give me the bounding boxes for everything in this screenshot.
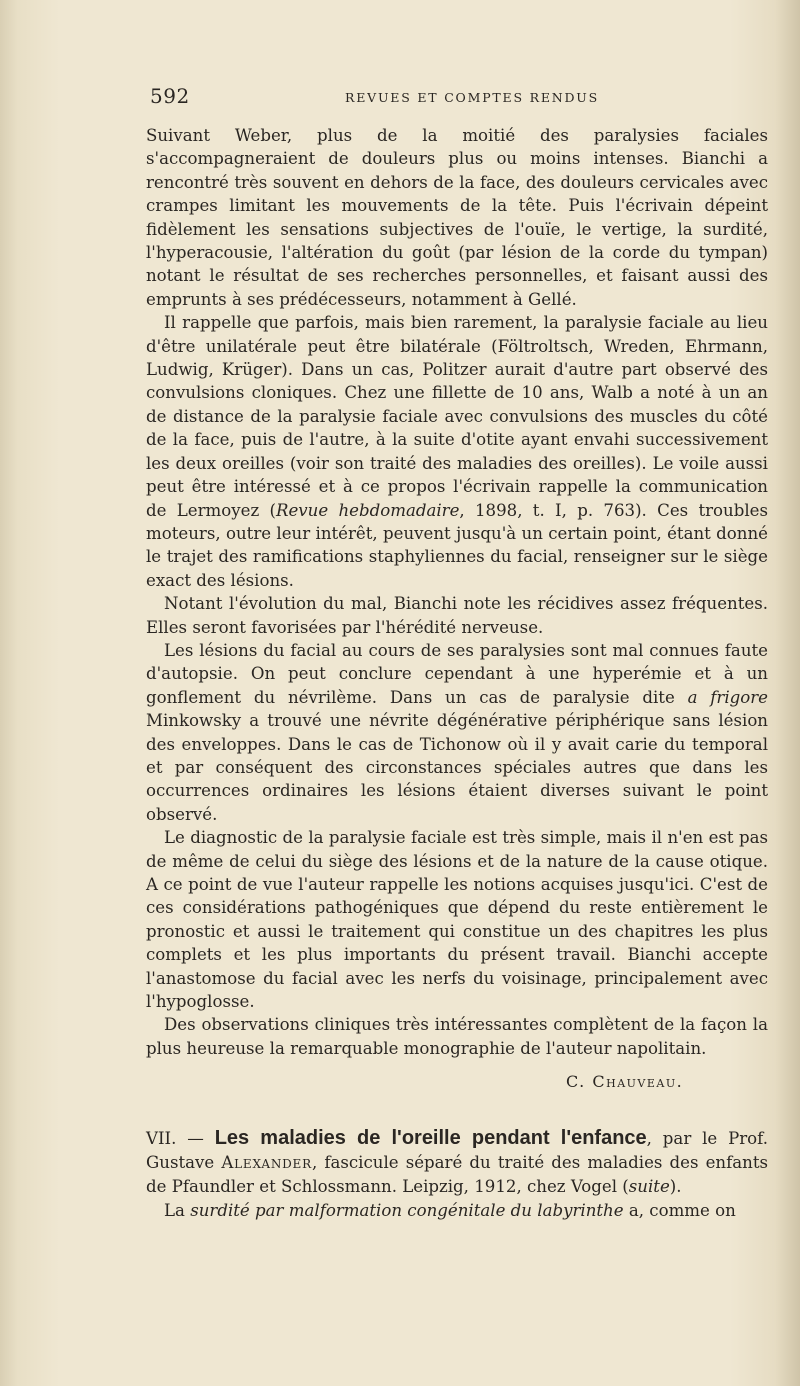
byline-part-1: , par le Prof. Gustave	[146, 1129, 768, 1172]
page-number: 592	[150, 84, 190, 108]
review-signature	[566, 1072, 683, 1091]
paragraph-4-text-b: Minkowsky a trouvé une névrite dégénérative périphérique sans lésion des enveloppes. Dans le cas de Tichonow où il y avait carie du temporal et par conséquent des circonstances spéciales autres que dans les occurrences ordinaires les lésions étaient diverses suivant le point observé.	[146, 711, 768, 824]
signature-initial: C.	[566, 1072, 586, 1091]
paragraph-4	[146, 639, 768, 826]
author-name: Alexander	[221, 1153, 312, 1172]
next-italic: surdité par malformation congénitale du labyrinthe	[190, 1201, 624, 1220]
section-first-line	[146, 1199, 768, 1223]
paragraph-2-text-a: Il rappelle que parfois, mais bien rarement, la paralysie faciale au lieu d'être unilatérale peut être bilatérale (Föltroltsch, Wreden, Ehrmann, Ludwig, Krüger). Dans un cas, Politzer aurait d'autre part observé des convulsions cloniques. Chez une fillette de 10 ans, Walb a noté à un an de distance de la paralysie faciale avec convulsions des muscles du côté de la face, puis de l'autre, à la suite d'otite ayant envahi successivement les deux oreilles (voir son traité des maladies des oreilles). Le voile aussi peut être intéressé et à ce propos l'écrivain rappelle la communication de Lermoyez (	[146, 313, 768, 520]
byline-part-3: ).	[669, 1177, 682, 1196]
next-start: La	[164, 1201, 185, 1220]
suite-note: suite	[628, 1177, 670, 1196]
paragraph-1: Suivant Weber, plus de la moitié des paralysies faciales s'accompagneraient de douleurs plus ou moins intenses. Bianchi a rencontré très souvent en dehors de la face, des douleurs cervicales avec crampes limitant les mouvements de la tête. Puis l'écrivain dépeint fidèlement les sensations subjectives de l'ouïe, le vertige, la surdité, l'hyperacousie, l'altération du goût (par lésion de la corde du tympan) notant le résultat de ses recherches personnelles, et faisant aussi des emprunts à ses prédécesseurs, notamment à Gellé.	[146, 126, 768, 309]
paragraph-5: Le diagnostic de la paralysie faciale est très simple, mais il n'en est pas de même de celui du siège des lésions et de la nature de la cause otique. A ce point de vue l'auteur rappelle les notions acquises jusqu'ici. C'est de ces considérations pathogéniques que dépend du reste entièrement le pronostic et aussi le traitement qui constitue un des chapitres les plus complets et les plus importants du présent travail. Bianchi accepte l'anastomose du facial avec les nerfs du voisinage, principalement avec l'hypoglosse.	[146, 828, 768, 1012]
byline-part-2: , fascicule séparé du traité des maladies des enfants de Pfaundler et Schlossmann. Leipzig, 1912, chez Vogel (	[146, 1153, 769, 1196]
paragraph-3: Notant l'évolution du mal, Bianchi note les récidives assez fréquentes. Elles seront favorisées par l'hérédité nerveuse.	[146, 594, 768, 637]
a-frigore-term: a frigore	[687, 687, 769, 707]
paragraph-2	[146, 311, 768, 592]
paragraph-4-text-a: Les lésions du facial au cours de ses paralysies sont mal connues faute d'autopsie. On peut conclure cependant à une hyperémie et à un gonflement du névrilème. Dans un cas de paralysie dite	[146, 640, 768, 707]
section-title: Les maladies de l'oreille pendant l'enfance	[214, 1127, 647, 1149]
journal-title: Revue hebdomadaire	[275, 500, 460, 520]
running-title: REVUES ET COMPTES RENDUS	[345, 90, 600, 105]
review-body	[146, 124, 768, 1060]
paragraph-2-text-b: , 1898, t. I, p. 763). Ces troubles moteurs, outre leur intérêt, peuvent jusqu'à un certain point, étant donné le trajet des ramifications staphyliennes du facial, renseigner sur le siège exact des lésions.	[146, 500, 768, 590]
section-vii	[146, 1126, 768, 1223]
signature-name: Chauveau.	[592, 1072, 684, 1091]
paragraph-6: Des observations cliniques très intéressantes complètent de la façon la plus heureuse la remarquable monographie de l'auteur napolitain.	[146, 1015, 768, 1058]
next-end: a, comme on	[623, 1201, 736, 1220]
section-heading	[146, 1126, 768, 1199]
section-number: VII. —	[146, 1129, 204, 1148]
page-header	[150, 84, 790, 112]
